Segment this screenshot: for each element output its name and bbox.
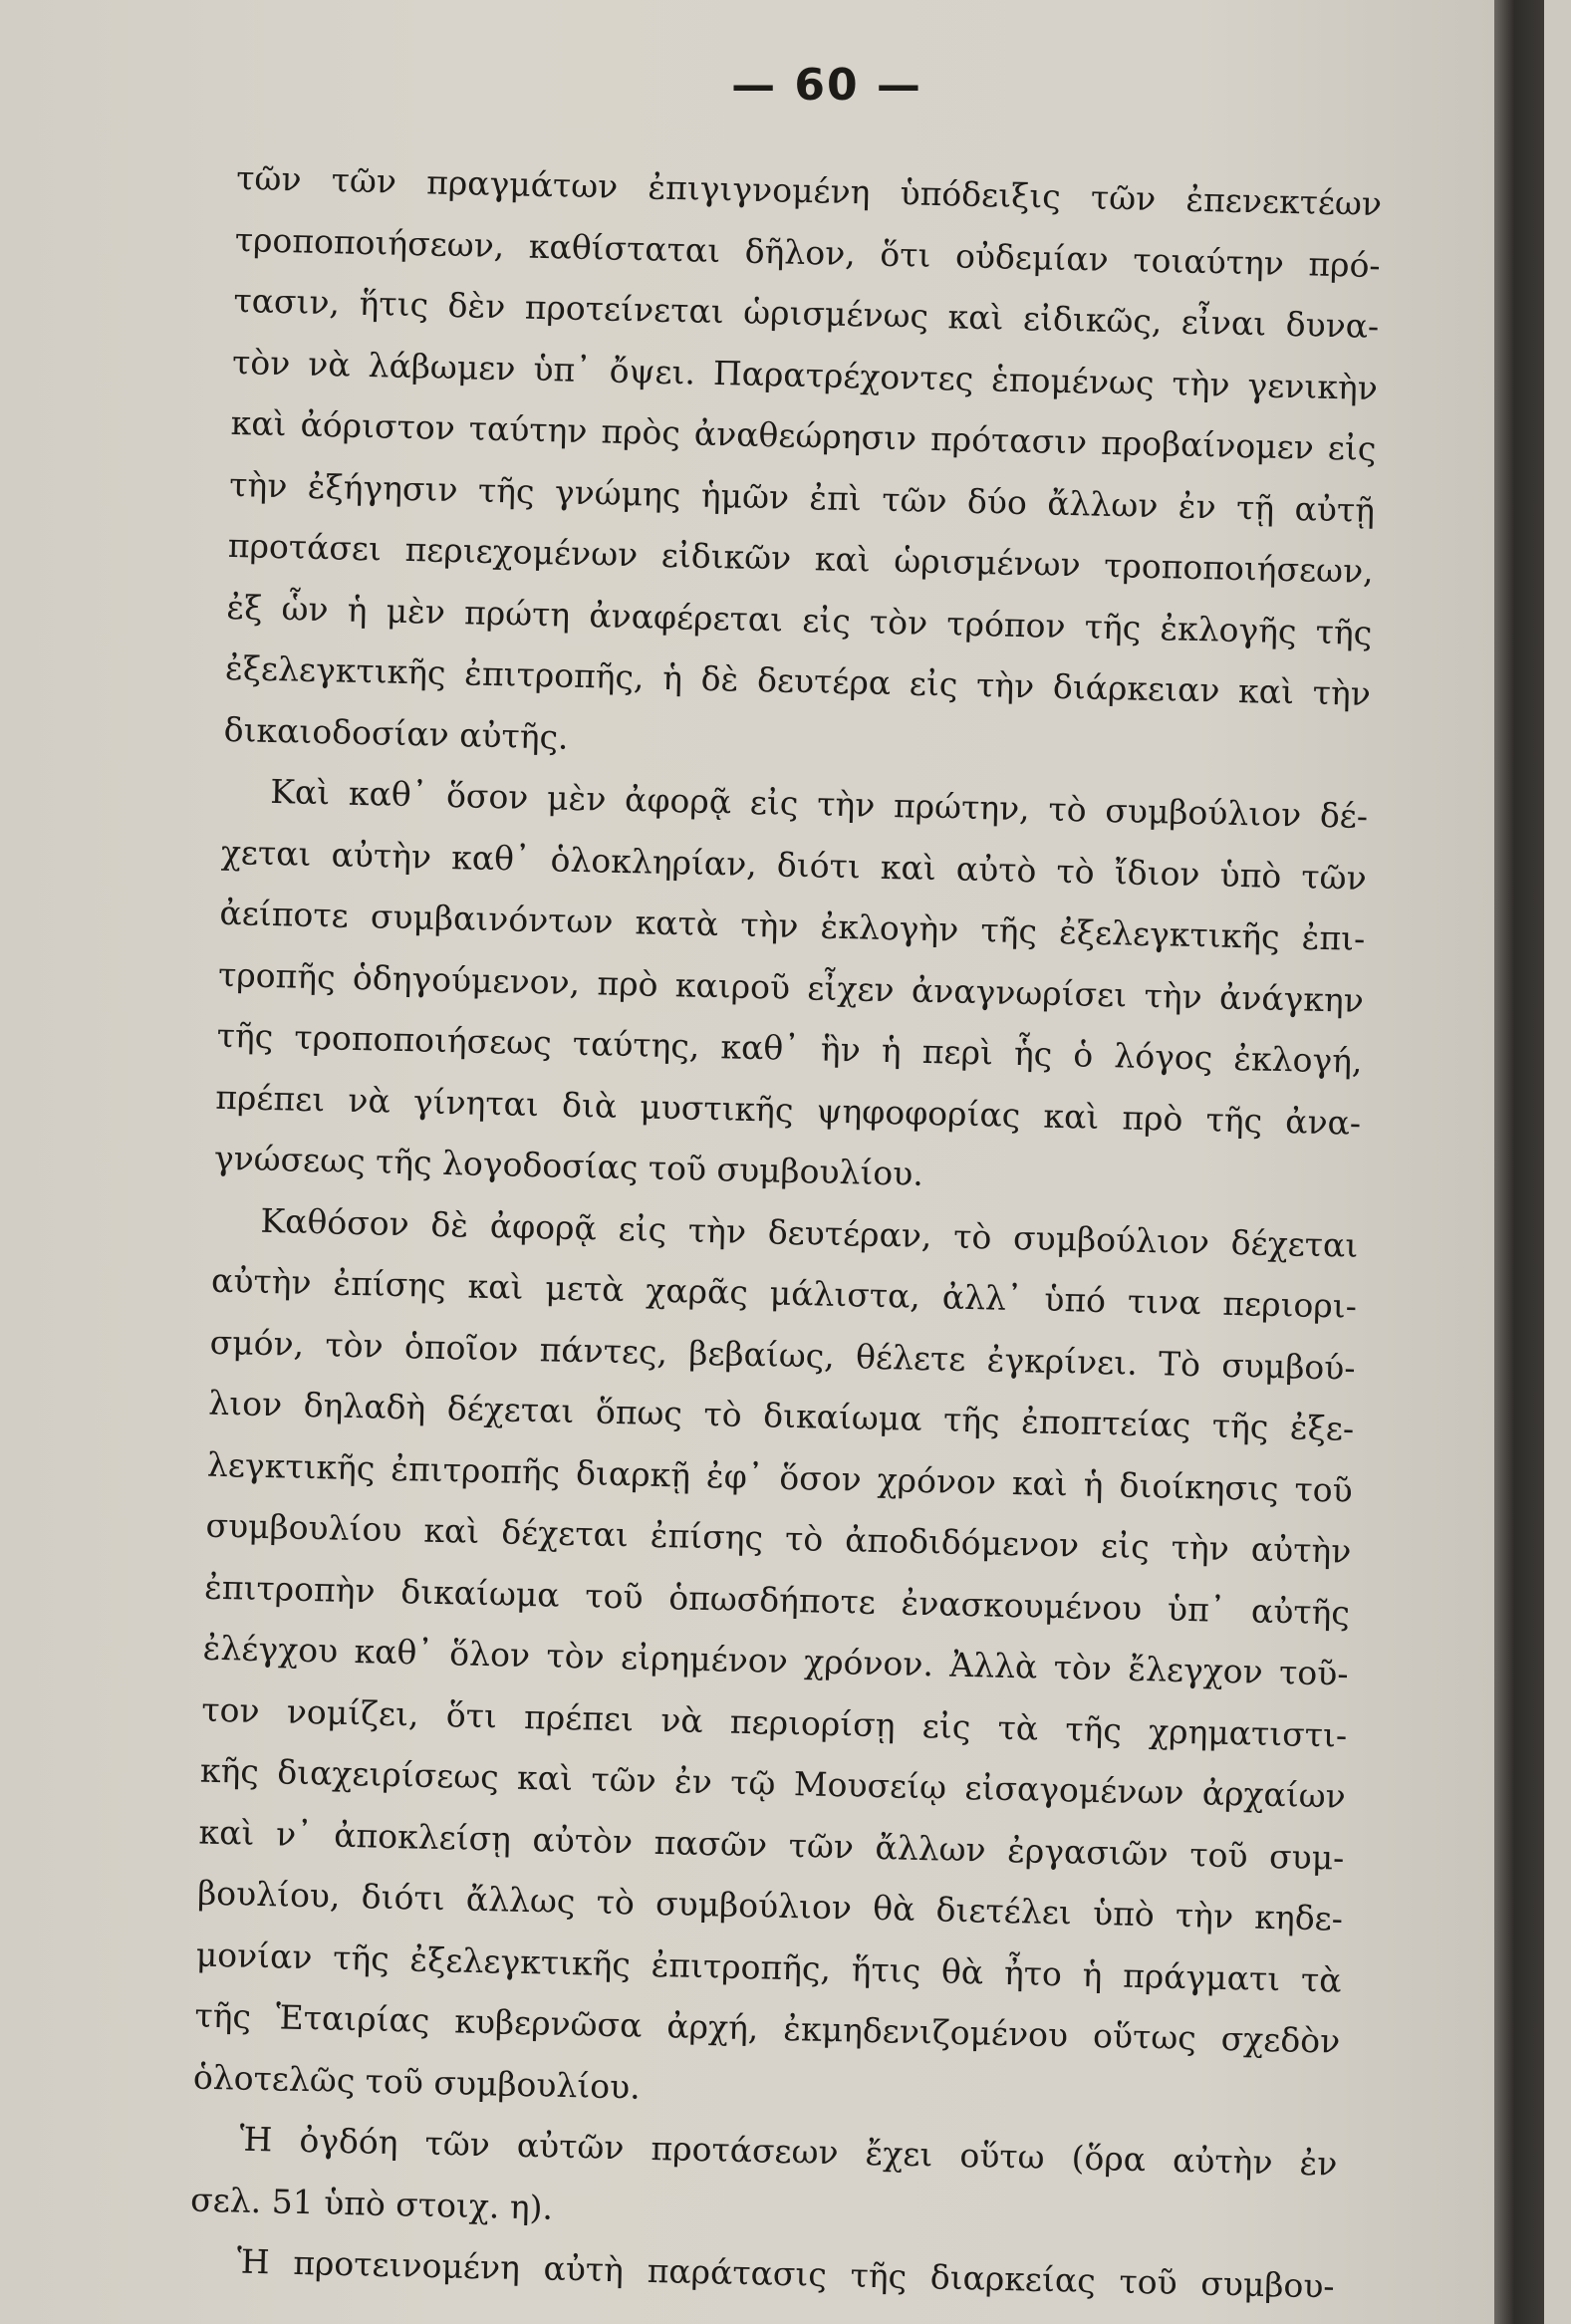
text-line: τῆς τροποποιήσεως ταύτης, καθ᾿ ἣν ἡ περὶ ἧς ὁ λόγος ἐκλογή, xyxy=(216,1015,1363,1081)
text-line: ὁλοτελῶς τοῦ συμβουλίου. xyxy=(192,2057,642,2107)
text-line: τὸν νὰ λάβωμεν ὑπ᾿ ὄψει. Παρατρέχοντες ἑπομένως τὴν γενικὴν xyxy=(231,342,1379,407)
scan-margin xyxy=(1544,0,1571,2324)
text-line: καὶ ἀόριστον ταύτην πρὸς ἀναθεώρησιν πρότασιν προβαίνομεν εἰς xyxy=(230,402,1377,469)
body-text xyxy=(188,147,1383,2317)
text-line: μονίαν τῆς ἐξελεγκτικῆς ἐπιτροπῆς, ἥτις θὰ ἦτο ἡ πράγματι τὰ xyxy=(195,1935,1342,2000)
text-line: χεται αὐτὴν καθ᾿ ὁλοκληρίαν, διότι καὶ αὐτὸ τὸ ἴδιον ὑπὸ τῶν xyxy=(220,832,1368,898)
text-line: κῆς διαχειρίσεως καὶ τῶν ἐν τῷ Μουσείῳ εἰσαγομένων ἀρχαίων xyxy=(199,1750,1347,1816)
text-line: λεγκτικῆς ἐπιτροπῆς διαρκῇ ἐφ᾿ ὅσον χρόνον καὶ ἡ διοίκησις τοῦ xyxy=(206,1444,1354,1510)
text-line: τον νομίζει, ὅτι πρέπει νὰ περιορίσῃ εἰς τὰ τῆς χρηματιστι- xyxy=(200,1689,1348,1755)
text-line: γνώσεως τῆς λογοδοσίας τοῦ συμβουλίου. xyxy=(213,1138,924,1193)
text-line: ἀείποτε συμβαινόντων κατὰ τὴν ἐκλογὴν τῆς ἐξελεγκτικῆς ἐπι- xyxy=(219,893,1366,958)
text-line: σελ. 51 ὑπὸ στοιχ. η). xyxy=(189,2179,554,2227)
text-line: τὴν ἐξήγησιν τῆς γνώμης ἡμῶν ἐπὶ τῶν δύο ἄλλων ἐν τῇ αὐτῇ xyxy=(228,464,1376,530)
text-line: Καὶ καθ᾿ ὅσον μὲν ἀφορᾷ εἰς τὴν πρώτην, τὸ συμβούλιον δέ- xyxy=(269,771,1369,836)
text-line: τροπῆς ὁδηγούμενον, πρὸ καιροῦ εἶχεν ἀναγνωρίσει τὴν ἀνάγκην xyxy=(217,954,1365,1020)
text-line: τῆς Ἑταιρίας κυβερνῶσα ἀρχή, ἐκμηδενιζομένου οὕτως σχεδὸν xyxy=(194,1995,1341,2061)
text-line: Καθόσον δὲ ἀφορᾷ εἰς τὴν δευτέραν, τὸ συμβούλιον δέχεται xyxy=(260,1200,1359,1265)
text-line: τασιν, ἥτις δὲν προτείνεται ὡρισμένως καὶ εἰδικῶς, εἶναι δυνα- xyxy=(233,280,1380,347)
text-line: τῶν τῶν πραγμάτων ἐπιγιγνομένη ὑπόδειξις τῶν ἐπενεκτέων xyxy=(235,157,1383,224)
text-line: λιον δηλαδὴ δέχεται ὅπως τὸ δικαίωμα τῆς ἐποπτείας τῆς ἐξε- xyxy=(207,1383,1355,1448)
book-binding-edge xyxy=(1494,0,1544,2324)
text-line: καὶ ν᾿ ἀποκλείσῃ αὐτὸν πασῶν τῶν ἄλλων ἐργασιῶν τοῦ συμ- xyxy=(198,1812,1345,1878)
text-line: προτάσει περιεχομένων εἰδικῶν καὶ ὡρισμένων τροποποιήσεων, xyxy=(227,525,1375,591)
text-line: βουλίου, διότι ἄλλως τὸ συμβούλιον θὰ διετέλει ὑπὸ τὴν κηδε- xyxy=(196,1873,1344,1938)
text-line: συμβουλίου καὶ δέχεται ἐπίσης τὸ ἀποδιδόμενον εἰς τὴν αὐτὴν xyxy=(205,1505,1352,1571)
text-line: ἐξ ὧν ἡ μὲν πρώτη ἀναφέρεται εἰς τὸν τρόπον τῆς ἐκλογῆς τῆς xyxy=(226,587,1373,652)
text-line: τροποποιήσεων, καθίσταται δῆλον, ὅτι οὐδεμίαν τοιαύτην πρό- xyxy=(234,219,1382,285)
page-number: — 60 — xyxy=(731,60,922,111)
text-line: πρέπει νὰ γίνηται διὰ μυστικῆς ψηφοφορίας καὶ πρὸ τῆς ἀνα- xyxy=(214,1077,1362,1143)
text-line: Ἡ προτεινομένη αὐτὴ παράτασις τῆς διαρκείας τοῦ συμβου- xyxy=(236,2241,1336,2306)
text-line: σμόν, τὸν ὁποῖον πάντες, βεβαίως, θέλετε ἐγκρίνει. Τὸ συμβού- xyxy=(209,1322,1356,1388)
text-line: Ἡ ὀγδόη τῶν αὐτῶν προτάσεων ἔχει οὕτω (ὅρα αὐτὴν ἐν xyxy=(239,2119,1338,2184)
text-line: ἐλέγχου καθ᾿ ὅλον τὸν εἰρημένον χρόνον. Ἀλλὰ τὸν ἔλεγχον τοῦ- xyxy=(202,1628,1349,1693)
text-line: δικαιοδοσίαν αὐτῆς. xyxy=(223,709,570,757)
text-line: αὐτὴν ἐπίσης καὶ μετὰ χαρᾶς μάλιστα, ἀλλ᾿ ὑπό τινα περιορι- xyxy=(210,1260,1358,1326)
text-line: ἐξελεγκτικῆς ἐπιτροπῆς, ἡ δὲ δευτέρα εἰς τὴν διάρκειαν καὶ τὴν xyxy=(224,647,1372,713)
text-line: ἐπιτροπὴν δικαίωμα τοῦ ὁπωσδήποτε ἐνασκουμένου ὑπ᾿ αὐτῆς xyxy=(203,1567,1351,1633)
